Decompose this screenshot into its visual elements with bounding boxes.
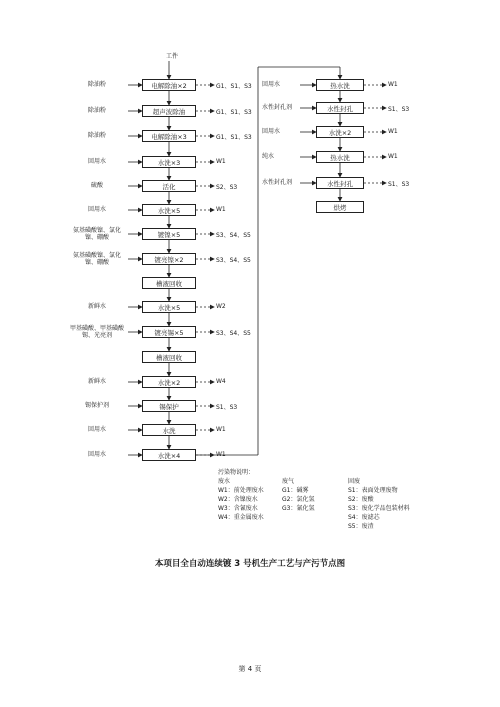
legend-item: S2：废酸: [348, 496, 374, 503]
output-label: W1: [216, 206, 226, 213]
start-label: 工件: [166, 53, 179, 60]
output-label: W1: [388, 153, 398, 160]
input-label: 水性封孔剂: [262, 104, 293, 111]
input-label: 回用水: [87, 158, 106, 166]
process-step-box: 水性封孔: [316, 102, 364, 114]
output-label: W4: [216, 378, 226, 385]
input-label: 纯水: [262, 153, 275, 160]
process-step-box: 锡保护: [142, 400, 196, 412]
input-label: 氨基磺酸镍、氯化镍、硼酸: [72, 251, 121, 266]
output-label: G1、S1、S3: [216, 83, 252, 90]
input-label: 回用水: [87, 451, 106, 459]
process-step-box: 镀亮镍×2: [142, 253, 196, 265]
process-step-box: 水洗×2: [142, 376, 196, 388]
legend-item: G3：氰化氢: [282, 505, 315, 512]
legend-item: S3：废化学品包装材料: [348, 505, 410, 512]
input-label: 甲基磺酸、甲基磺酸锡、光亮剂: [69, 324, 124, 339]
input-label: 除油粉: [87, 132, 106, 140]
input-label: 回用水: [262, 81, 281, 88]
input-label: 回用水: [262, 128, 281, 135]
legend-item: 废气: [282, 478, 295, 485]
process-step-box: 水洗×2: [316, 126, 364, 138]
input-label: 回用水: [87, 206, 106, 214]
output-label: S1、S3: [388, 181, 410, 188]
output-label: W1: [216, 158, 226, 165]
legend-item: W1：前处理废水: [218, 487, 264, 494]
input-label: 新鲜水: [87, 303, 106, 311]
legend-item: 废水: [218, 478, 231, 485]
output-label: G1、S1、S3: [216, 134, 252, 141]
output-label: W1: [388, 81, 398, 88]
legend-item: G2：氯化氢: [282, 496, 315, 503]
output-label: W1: [388, 128, 398, 135]
legend-item: G1：碱雾: [282, 487, 309, 494]
process-step-box: 热水洗: [316, 79, 364, 91]
legend-item: W2：含镍废水: [218, 496, 258, 503]
process-step-box: 槽液回收: [142, 351, 196, 363]
process-step-box: 电解除油×3: [142, 130, 196, 142]
output-label: S1、S3: [216, 404, 238, 411]
process-step-box: 槽液回收: [142, 277, 196, 289]
process-step-box: 超声波除油: [142, 105, 196, 117]
output-label: S1、S3: [388, 106, 410, 113]
process-step-box: 水洗×5: [142, 301, 196, 313]
legend-title: 污染物说明：: [218, 469, 255, 476]
process-step-box: 镀亮锡×5: [142, 326, 196, 338]
legend-item: S4：废滤芯: [348, 514, 380, 521]
process-step-box: 热水洗: [316, 151, 364, 163]
process-step-box: 活化: [142, 180, 196, 192]
output-label: S3、S4、S5: [216, 257, 251, 264]
legend-item: S5：废渣: [348, 523, 374, 530]
process-step-box: 水洗: [142, 424, 196, 436]
input-label: 新鲜水: [87, 378, 106, 386]
output-label: S2、S3: [216, 184, 238, 191]
output-label: S3、S4、S5: [216, 232, 251, 239]
page-number: 第 4 页: [238, 665, 262, 673]
input-label: 除油粉: [87, 81, 106, 89]
legend-item: W3：含氰废水: [218, 505, 258, 512]
input-label: 锡保护剂: [84, 402, 109, 410]
process-step-box: 水洗×5: [142, 204, 196, 216]
process-step-box: 镀镍×5: [142, 228, 196, 240]
input-label: 水性封孔剂: [262, 179, 293, 186]
legend-item: W4：重金属废水: [218, 514, 264, 521]
output-label: G1、S1、S3: [216, 109, 252, 116]
process-step-box: 水洗×3: [142, 156, 196, 168]
input-label: 氨基磺酸镍、氯化镍、硼酸: [72, 226, 121, 241]
process-step-box: 电解除油×2: [142, 79, 196, 91]
output-label: S3、S4、S5: [216, 330, 251, 337]
process-step-box: 烘烤: [316, 201, 364, 213]
input-label: 硫酸: [90, 182, 103, 190]
output-label: W2: [216, 303, 226, 310]
output-label: W1: [216, 451, 226, 458]
process-step-box: 水性封孔: [316, 177, 364, 189]
output-label: W1: [216, 426, 226, 433]
legend-item: S1：表面处理废物: [348, 487, 398, 494]
process-step-box: 水洗×4: [142, 449, 196, 461]
legend-item: 固废: [348, 478, 361, 485]
input-label: 除油粉: [87, 107, 106, 115]
figure-caption: 本项目全自动连续镀 3 号机生产工艺与产污节点图: [154, 559, 346, 569]
input-label: 回用水: [87, 426, 106, 434]
